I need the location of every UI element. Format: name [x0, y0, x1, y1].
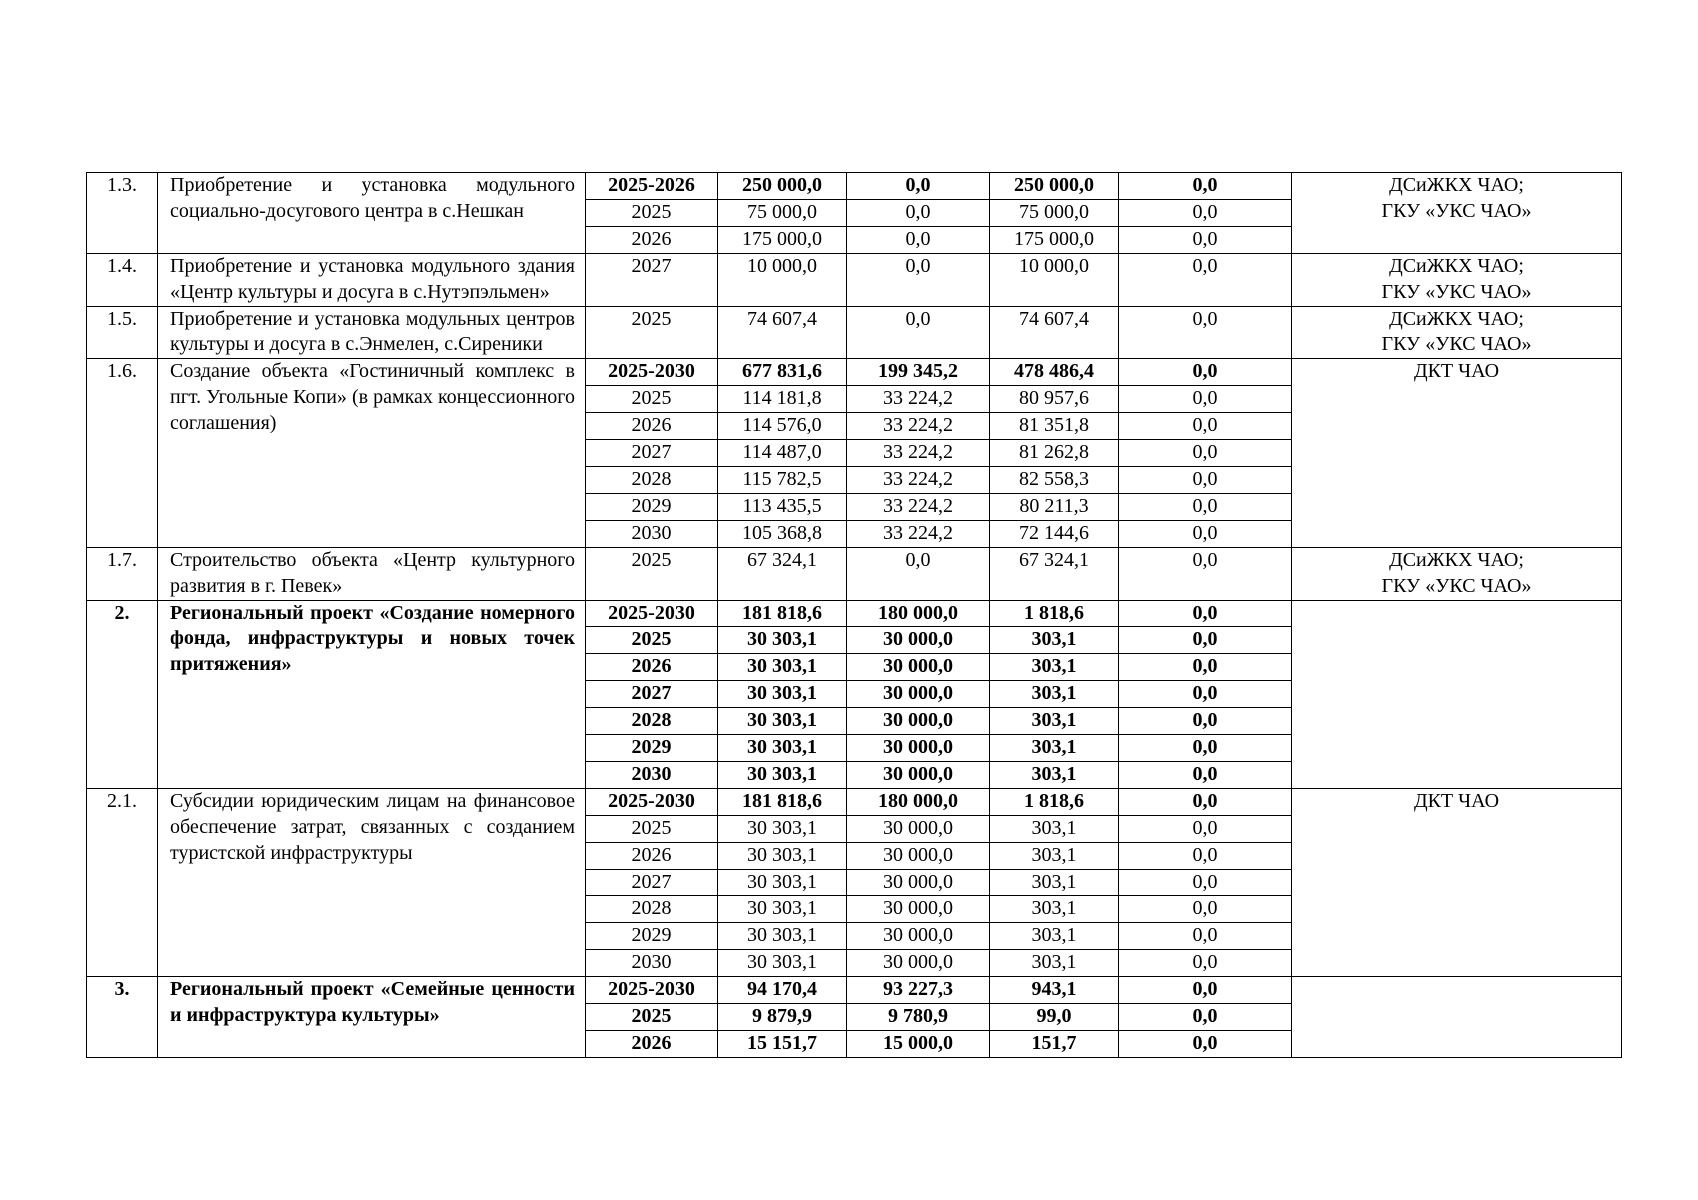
other-cell: 0,0 — [1119, 681, 1292, 708]
table-row — [87, 173, 1622, 200]
period-cell: 2028 — [586, 896, 718, 923]
item-number: 1.3. — [87, 173, 158, 254]
total-cell: 181 818,6 — [718, 600, 847, 627]
period-cell: 2027 — [586, 253, 718, 306]
total-cell: 30 303,1 — [718, 923, 847, 950]
budget-table — [86, 172, 1622, 1058]
item-name: Строительство объекта «Центр культурного развития в г. Певек» — [158, 547, 586, 600]
period-cell: 2025 — [586, 306, 718, 359]
item-name: Субсидии юридическим лицам на финансовое обеспечение затрат, связанных с созданием туристской инфраструктуры — [158, 788, 586, 976]
federal-cell: 30 000,0 — [847, 869, 990, 896]
other-cell: 0,0 — [1119, 815, 1292, 842]
regional-cell: 303,1 — [990, 950, 1119, 977]
period-cell: 2030 — [586, 520, 718, 547]
federal-cell: 30 000,0 — [847, 923, 990, 950]
federal-cell: 33 224,2 — [847, 386, 990, 413]
total-cell: 175 000,0 — [718, 226, 847, 253]
other-cell: 0,0 — [1119, 359, 1292, 386]
total-cell: 113 435,5 — [718, 493, 847, 520]
period-cell: 2028 — [586, 708, 718, 735]
total-cell: 9 879,9 — [718, 1004, 847, 1031]
regional-cell: 478 486,4 — [990, 359, 1119, 386]
federal-cell: 30 000,0 — [847, 627, 990, 654]
period-cell: 2025-2030 — [586, 600, 718, 627]
other-cell: 0,0 — [1119, 253, 1292, 306]
federal-cell: 0,0 — [847, 306, 990, 359]
responsible-executor: ДСиЖКХ ЧАО; ГКУ «УКС ЧАО» — [1292, 173, 1622, 254]
other-cell: 0,0 — [1119, 896, 1292, 923]
other-cell: 0,0 — [1119, 923, 1292, 950]
item-number: 2. — [87, 600, 158, 788]
item-number: 1.5. — [87, 306, 158, 359]
period-cell: 2025 — [586, 1004, 718, 1031]
other-cell: 0,0 — [1119, 1004, 1292, 1031]
item-name: Приобретение и установка модульного здания «Центр культуры и досуга в с.Нутэпэльмен» — [158, 253, 586, 306]
regional-cell: 303,1 — [990, 923, 1119, 950]
regional-cell: 81 262,8 — [990, 440, 1119, 467]
period-cell: 2025-2026 — [586, 173, 718, 200]
other-cell: 0,0 — [1119, 226, 1292, 253]
federal-cell: 30 000,0 — [847, 735, 990, 762]
other-cell: 0,0 — [1119, 627, 1292, 654]
other-cell: 0,0 — [1119, 842, 1292, 869]
item-number: 1.6. — [87, 359, 158, 547]
other-cell: 0,0 — [1119, 950, 1292, 977]
item-number: 1.4. — [87, 253, 158, 306]
total-cell: 30 303,1 — [718, 842, 847, 869]
item-number: 3. — [87, 977, 158, 1058]
responsible-executor — [1292, 600, 1622, 788]
responsible-executor: ДСиЖКХ ЧАО; ГКУ «УКС ЧАО» — [1292, 547, 1622, 600]
regional-cell: 67 324,1 — [990, 547, 1119, 600]
item-name: Создание объекта «Гостиничный комплекс в пгт. Угольные Копи» (в рамках концессионного соглашения) — [158, 359, 586, 547]
federal-cell: 30 000,0 — [847, 950, 990, 977]
period-cell: 2025 — [586, 199, 718, 226]
other-cell: 0,0 — [1119, 654, 1292, 681]
regional-cell: 303,1 — [990, 869, 1119, 896]
other-cell: 0,0 — [1119, 199, 1292, 226]
total-cell: 105 368,8 — [718, 520, 847, 547]
regional-cell: 303,1 — [990, 896, 1119, 923]
period-cell: 2025-2030 — [586, 359, 718, 386]
total-cell: 114 487,0 — [718, 440, 847, 467]
regional-cell: 303,1 — [990, 627, 1119, 654]
period-cell: 2029 — [586, 923, 718, 950]
period-cell: 2025 — [586, 547, 718, 600]
regional-cell: 82 558,3 — [990, 466, 1119, 493]
table-body — [87, 173, 1622, 1058]
period-cell: 2025-2030 — [586, 977, 718, 1004]
regional-cell: 75 000,0 — [990, 199, 1119, 226]
other-cell: 0,0 — [1119, 761, 1292, 788]
federal-cell: 30 000,0 — [847, 815, 990, 842]
period-cell: 2026 — [586, 654, 718, 681]
federal-cell: 93 227,3 — [847, 977, 990, 1004]
other-cell: 0,0 — [1119, 735, 1292, 762]
period-cell: 2026 — [586, 842, 718, 869]
federal-cell: 15 000,0 — [847, 1031, 990, 1058]
federal-cell: 30 000,0 — [847, 708, 990, 735]
federal-cell: 0,0 — [847, 199, 990, 226]
period-cell: 2030 — [586, 950, 718, 977]
regional-cell: 80 211,3 — [990, 493, 1119, 520]
federal-cell: 30 000,0 — [847, 654, 990, 681]
period-cell: 2025 — [586, 815, 718, 842]
total-cell: 30 303,1 — [718, 815, 847, 842]
regional-cell: 1 818,6 — [990, 600, 1119, 627]
total-cell: 114 576,0 — [718, 413, 847, 440]
total-cell: 75 000,0 — [718, 199, 847, 226]
period-cell: 2026 — [586, 413, 718, 440]
total-cell: 30 303,1 — [718, 869, 847, 896]
federal-cell: 30 000,0 — [847, 681, 990, 708]
table-row — [87, 359, 1622, 386]
table-row — [87, 788, 1622, 815]
period-cell: 2030 — [586, 761, 718, 788]
other-cell: 0,0 — [1119, 600, 1292, 627]
total-cell: 67 324,1 — [718, 547, 847, 600]
regional-cell: 151,7 — [990, 1031, 1119, 1058]
regional-cell: 303,1 — [990, 842, 1119, 869]
federal-cell: 9 780,9 — [847, 1004, 990, 1031]
other-cell: 0,0 — [1119, 493, 1292, 520]
total-cell: 15 151,7 — [718, 1031, 847, 1058]
total-cell: 181 818,6 — [718, 788, 847, 815]
federal-cell: 33 224,2 — [847, 440, 990, 467]
regional-cell: 1 818,6 — [990, 788, 1119, 815]
period-cell: 2029 — [586, 735, 718, 762]
total-cell: 30 303,1 — [718, 681, 847, 708]
other-cell: 0,0 — [1119, 306, 1292, 359]
federal-cell: 30 000,0 — [847, 896, 990, 923]
period-cell: 2028 — [586, 466, 718, 493]
regional-cell: 72 144,6 — [990, 520, 1119, 547]
period-cell: 2025-2030 — [586, 788, 718, 815]
total-cell: 30 303,1 — [718, 627, 847, 654]
regional-cell: 303,1 — [990, 654, 1119, 681]
other-cell: 0,0 — [1119, 466, 1292, 493]
other-cell: 0,0 — [1119, 977, 1292, 1004]
total-cell: 30 303,1 — [718, 708, 847, 735]
responsible-executor — [1292, 977, 1622, 1058]
other-cell: 0,0 — [1119, 1031, 1292, 1058]
item-number: 2.1. — [87, 788, 158, 976]
period-cell: 2027 — [586, 440, 718, 467]
federal-cell: 33 224,2 — [847, 493, 990, 520]
other-cell: 0,0 — [1119, 386, 1292, 413]
responsible-executor: ДКТ ЧАО — [1292, 788, 1622, 976]
regional-cell: 303,1 — [990, 708, 1119, 735]
federal-cell: 180 000,0 — [847, 788, 990, 815]
total-cell: 30 303,1 — [718, 950, 847, 977]
table-row — [87, 977, 1622, 1004]
federal-cell: 0,0 — [847, 173, 990, 200]
regional-cell: 74 607,4 — [990, 306, 1119, 359]
regional-cell: 175 000,0 — [990, 226, 1119, 253]
total-cell: 30 303,1 — [718, 654, 847, 681]
total-cell: 677 831,6 — [718, 359, 847, 386]
total-cell: 74 607,4 — [718, 306, 847, 359]
regional-cell: 81 351,8 — [990, 413, 1119, 440]
other-cell: 0,0 — [1119, 173, 1292, 200]
table-row — [87, 600, 1622, 627]
other-cell: 0,0 — [1119, 520, 1292, 547]
responsible-executor: ДСиЖКХ ЧАО; ГКУ «УКС ЧАО» — [1292, 306, 1622, 359]
period-cell: 2026 — [586, 226, 718, 253]
federal-cell: 33 224,2 — [847, 413, 990, 440]
total-cell: 30 303,1 — [718, 735, 847, 762]
total-cell: 10 000,0 — [718, 253, 847, 306]
other-cell: 0,0 — [1119, 869, 1292, 896]
regional-cell: 99,0 — [990, 1004, 1119, 1031]
federal-cell: 0,0 — [847, 547, 990, 600]
regional-cell: 250 000,0 — [990, 173, 1119, 200]
total-cell: 114 181,8 — [718, 386, 847, 413]
period-cell: 2025 — [586, 386, 718, 413]
total-cell: 30 303,1 — [718, 896, 847, 923]
other-cell: 0,0 — [1119, 708, 1292, 735]
federal-cell: 0,0 — [847, 253, 990, 306]
total-cell: 94 170,4 — [718, 977, 847, 1004]
other-cell: 0,0 — [1119, 788, 1292, 815]
period-cell: 2026 — [586, 1031, 718, 1058]
federal-cell: 180 000,0 — [847, 600, 990, 627]
federal-cell: 30 000,0 — [847, 761, 990, 788]
total-cell: 115 782,5 — [718, 466, 847, 493]
other-cell: 0,0 — [1119, 547, 1292, 600]
regional-cell: 303,1 — [990, 735, 1119, 762]
period-cell: 2029 — [586, 493, 718, 520]
item-name: Приобретение и установка модульных центров культуры и досуга в с.Энмелен, с.Сиреники — [158, 306, 586, 359]
item-name: Региональный проект «Создание номерного фонда, инфраструктуры и новых точек притяжения» — [158, 600, 586, 788]
responsible-executor: ДКТ ЧАО — [1292, 359, 1622, 547]
period-cell: 2027 — [586, 869, 718, 896]
federal-cell: 33 224,2 — [847, 520, 990, 547]
total-cell: 250 000,0 — [718, 173, 847, 200]
responsible-executor: ДСиЖКХ ЧАО; ГКУ «УКС ЧАО» — [1292, 253, 1622, 306]
federal-cell: 33 224,2 — [847, 466, 990, 493]
other-cell: 0,0 — [1119, 413, 1292, 440]
item-name: Приобретение и установка модульного социально-досугового центра в с.Нешкан — [158, 173, 586, 254]
period-cell: 2025 — [586, 627, 718, 654]
regional-cell: 303,1 — [990, 681, 1119, 708]
regional-cell: 10 000,0 — [990, 253, 1119, 306]
regional-cell: 303,1 — [990, 761, 1119, 788]
total-cell: 30 303,1 — [718, 761, 847, 788]
regional-cell: 80 957,6 — [990, 386, 1119, 413]
other-cell: 0,0 — [1119, 440, 1292, 467]
regional-cell: 943,1 — [990, 977, 1119, 1004]
item-number: 1.7. — [87, 547, 158, 600]
federal-cell: 0,0 — [847, 226, 990, 253]
item-name: Региональный проект «Семейные ценности и инфраструктура культуры» — [158, 977, 586, 1058]
federal-cell: 199 345,2 — [847, 359, 990, 386]
period-cell: 2027 — [586, 681, 718, 708]
regional-cell: 303,1 — [990, 815, 1119, 842]
federal-cell: 30 000,0 — [847, 842, 990, 869]
